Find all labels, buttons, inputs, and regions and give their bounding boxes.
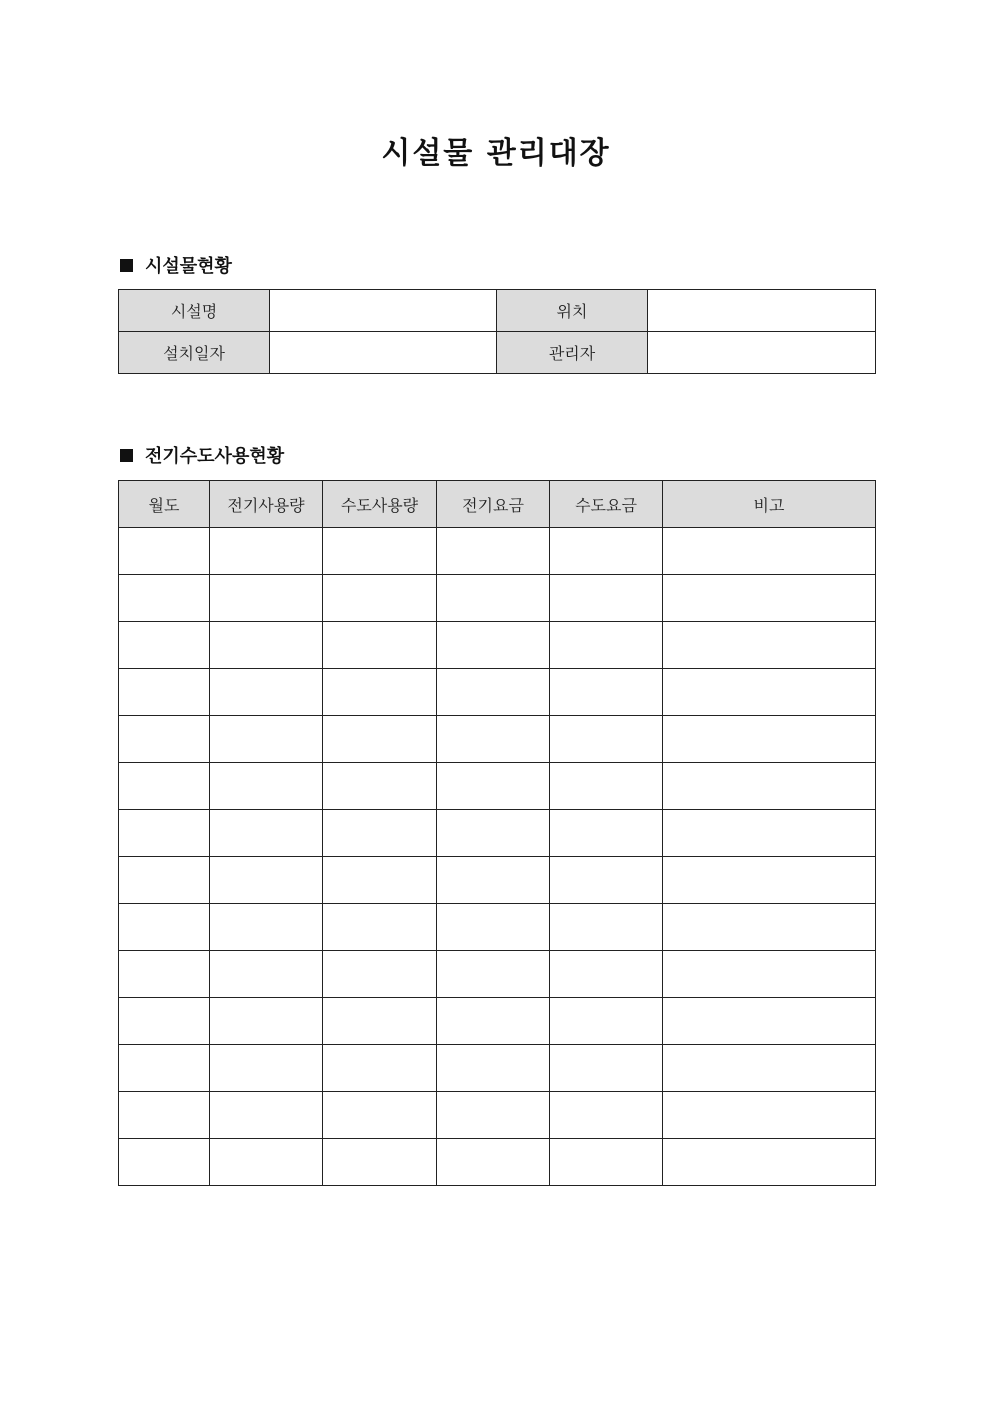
facility-status-table xyxy=(118,289,876,374)
month-cell[interactable] xyxy=(119,951,210,998)
electricity-usage-cell[interactable] xyxy=(210,763,323,810)
electricity-fee-cell[interactable] xyxy=(437,1045,550,1092)
usage-header-row xyxy=(119,481,876,528)
electricity-usage-cell[interactable] xyxy=(210,1045,323,1092)
install-date-label: 설치일자 xyxy=(119,332,270,374)
column-header-water-usage: 수도사용량 xyxy=(323,481,437,528)
column-header-electricity-usage: 전기사용량 xyxy=(210,481,323,528)
electricity-usage-cell[interactable] xyxy=(210,904,323,951)
electricity-fee-cell[interactable] xyxy=(437,528,550,575)
water-usage-cell[interactable] xyxy=(323,810,437,857)
water-usage-cell[interactable] xyxy=(323,904,437,951)
facility-row xyxy=(119,290,876,332)
table-row xyxy=(119,904,876,951)
utility-usage-table xyxy=(118,480,876,1186)
month-cell[interactable] xyxy=(119,998,210,1045)
water-usage-cell[interactable] xyxy=(323,763,437,810)
facility-section-title: 시설물현황 xyxy=(145,256,232,277)
month-cell[interactable] xyxy=(119,810,210,857)
table-row xyxy=(119,716,876,763)
table-row xyxy=(119,857,876,904)
month-cell[interactable] xyxy=(119,1092,210,1139)
water-usage-cell[interactable] xyxy=(323,575,437,622)
month-cell[interactable] xyxy=(119,1139,210,1186)
month-cell[interactable] xyxy=(119,1045,210,1092)
electricity-fee-cell[interactable] xyxy=(437,857,550,904)
electricity-usage-cell[interactable] xyxy=(210,951,323,998)
column-header-electricity-fee: 전기요금 xyxy=(437,481,550,528)
electricity-fee-cell[interactable] xyxy=(437,763,550,810)
column-header-remarks: 비고 xyxy=(663,481,876,528)
facility-row xyxy=(119,332,876,374)
facility-name-label: 시설명 xyxy=(119,290,270,332)
table-row xyxy=(119,622,876,669)
water-fee-cell[interactable] xyxy=(550,1092,663,1139)
water-fee-cell[interactable] xyxy=(550,622,663,669)
month-cell[interactable] xyxy=(119,622,210,669)
table-row xyxy=(119,763,876,810)
water-fee-cell[interactable] xyxy=(550,528,663,575)
electricity-usage-cell[interactable] xyxy=(210,998,323,1045)
remarks-cell[interactable] xyxy=(663,998,876,1045)
remarks-cell[interactable] xyxy=(663,669,876,716)
manager-field[interactable] xyxy=(648,332,876,374)
electricity-usage-cell[interactable] xyxy=(210,622,323,669)
remarks-cell[interactable] xyxy=(663,528,876,575)
electricity-fee-cell[interactable] xyxy=(437,904,550,951)
electricity-fee-cell[interactable] xyxy=(437,669,550,716)
facility-section-heading xyxy=(120,254,232,276)
remarks-cell[interactable] xyxy=(663,575,876,622)
month-cell[interactable] xyxy=(119,669,210,716)
remarks-cell[interactable] xyxy=(663,763,876,810)
table-row xyxy=(119,1139,876,1186)
water-fee-cell[interactable] xyxy=(550,1139,663,1186)
install-date-field[interactable] xyxy=(270,332,497,374)
water-fee-cell[interactable] xyxy=(550,669,663,716)
table-row xyxy=(119,810,876,857)
remarks-cell[interactable] xyxy=(663,951,876,998)
column-header-month: 월도 xyxy=(119,481,210,528)
location-field[interactable] xyxy=(648,290,876,332)
water-usage-cell[interactable] xyxy=(323,951,437,998)
month-cell[interactable] xyxy=(119,528,210,575)
usage-section-title: 전기수도사용현황 xyxy=(145,446,285,467)
water-usage-cell[interactable] xyxy=(323,1139,437,1186)
remarks-cell[interactable] xyxy=(663,716,876,763)
water-fee-cell[interactable] xyxy=(550,904,663,951)
electricity-fee-cell[interactable] xyxy=(437,1092,550,1139)
month-cell[interactable] xyxy=(119,763,210,810)
electricity-fee-cell[interactable] xyxy=(437,951,550,998)
water-usage-cell[interactable] xyxy=(323,1092,437,1139)
electricity-fee-cell[interactable] xyxy=(437,998,550,1045)
square-bullet-icon xyxy=(120,449,133,462)
electricity-fee-cell[interactable] xyxy=(437,1139,550,1186)
electricity-usage-cell[interactable] xyxy=(210,669,323,716)
remarks-cell[interactable] xyxy=(663,904,876,951)
month-cell[interactable] xyxy=(119,716,210,763)
remarks-cell[interactable] xyxy=(663,622,876,669)
document-title: 시설물 관리대장 xyxy=(381,136,611,171)
electricity-usage-cell[interactable] xyxy=(210,575,323,622)
water-fee-cell[interactable] xyxy=(550,951,663,998)
electricity-fee-cell[interactable] xyxy=(437,622,550,669)
location-label: 위치 xyxy=(497,290,648,332)
electricity-usage-cell[interactable] xyxy=(210,857,323,904)
water-usage-cell[interactable] xyxy=(323,669,437,716)
water-fee-cell[interactable] xyxy=(550,998,663,1045)
electricity-usage-cell[interactable] xyxy=(210,1139,323,1186)
table-row xyxy=(119,951,876,998)
water-usage-cell[interactable] xyxy=(323,716,437,763)
electricity-usage-cell[interactable] xyxy=(210,1092,323,1139)
electricity-usage-cell[interactable] xyxy=(210,528,323,575)
table-row xyxy=(119,575,876,622)
manager-label: 관리자 xyxy=(497,332,648,374)
remarks-cell[interactable] xyxy=(663,810,876,857)
water-usage-cell[interactable] xyxy=(323,998,437,1045)
usage-section-heading xyxy=(120,444,284,466)
water-fee-cell[interactable] xyxy=(550,763,663,810)
month-cell[interactable] xyxy=(119,857,210,904)
water-usage-cell[interactable] xyxy=(323,857,437,904)
table-row xyxy=(119,1092,876,1139)
electricity-fee-cell[interactable] xyxy=(437,810,550,857)
water-fee-cell[interactable] xyxy=(550,1045,663,1092)
water-fee-cell[interactable] xyxy=(550,857,663,904)
water-usage-cell[interactable] xyxy=(323,622,437,669)
electricity-usage-cell[interactable] xyxy=(210,810,323,857)
water-fee-cell[interactable] xyxy=(550,716,663,763)
remarks-cell[interactable] xyxy=(663,1139,876,1186)
table-row xyxy=(119,669,876,716)
water-usage-cell[interactable] xyxy=(323,1045,437,1092)
remarks-cell[interactable] xyxy=(663,1045,876,1092)
table-row xyxy=(119,998,876,1045)
water-fee-cell[interactable] xyxy=(550,575,663,622)
column-header-water-fee: 수도요금 xyxy=(550,481,663,528)
electricity-fee-cell[interactable] xyxy=(437,716,550,763)
square-bullet-icon xyxy=(120,259,133,272)
facility-name-field[interactable] xyxy=(270,290,497,332)
table-row xyxy=(119,528,876,575)
water-usage-cell[interactable] xyxy=(323,528,437,575)
table-row xyxy=(119,1045,876,1092)
month-cell[interactable] xyxy=(119,575,210,622)
electricity-usage-cell[interactable] xyxy=(210,716,323,763)
month-cell[interactable] xyxy=(119,904,210,951)
remarks-cell[interactable] xyxy=(663,1092,876,1139)
remarks-cell[interactable] xyxy=(663,857,876,904)
electricity-fee-cell[interactable] xyxy=(437,575,550,622)
water-fee-cell[interactable] xyxy=(550,810,663,857)
